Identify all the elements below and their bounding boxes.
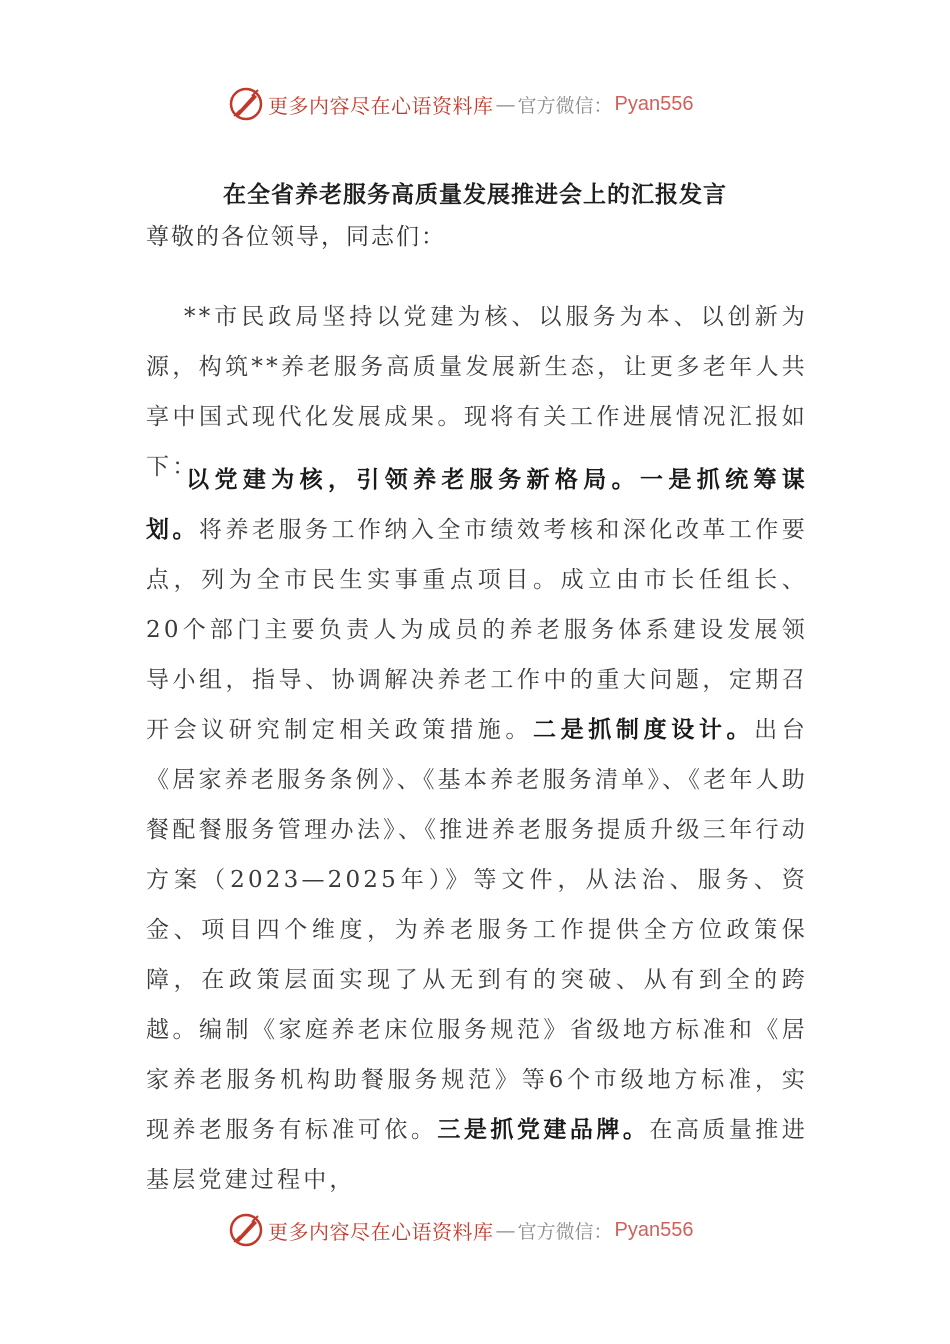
intro-text: **市民政局坚持以党建为核、以服务为本、以创新为源，构筑**养老服务高质量发展新生态，让更多老年人共享中国式现代化发展成果。现将有关工作进展情况汇报如下： [146, 304, 808, 480]
watermark-banner-bottom [228, 1210, 693, 1250]
section-1-paragraph [146, 455, 808, 1205]
watermark-separator: — [495, 1218, 516, 1242]
point-3-heading: 三是抓党建品牌。 [437, 1116, 650, 1143]
point-2-text: 出台《居家养老服务条例》、《基本养老服务清单》、《老年人助餐配餐服务管理办法》、《推进养老服务提质升级三年行动方案（2023—2025年）》等文件，从法治、服务、资金、项目四个维度，为养老服务工作提供全方位政策保障，在政策层面实现了从无到有的突破、从有到全的跨越。编制《家庭养老床位服务规范》省级地方标准和《居家养老服务机构助餐服务规范》等6个市级地方标准，实现养老服务有标准可依。 [146, 717, 808, 1143]
point-1-heading: 一是抓统筹谋划。 [146, 466, 809, 543]
point-1-text: 将养老服务工作纳入全市绩效考核和深化改革工作要点，列为全市民生实事重点项目。成立由市长任组长、20个部门主要负责人为成员的养老服务体系建设发展领导小组，指导、协调解决养老工作中的重大问题，定期召开会议研究制定相关政策措施。 [146, 517, 808, 743]
watermark-separator: — [495, 92, 516, 116]
watermark-wechat-label: 官方微信： [517, 1220, 613, 1243]
document-title: 在全省养老服务高质量发展推进会上的汇报发言 [223, 181, 727, 208]
watermark-wechat-id: Pyan556 [614, 1218, 694, 1241]
point-2-heading: 二是抓制度设计。 [533, 716, 755, 743]
watermark-wechat-id: Pyan556 [614, 92, 694, 115]
watermark-text: 更多内容尽在心语资料库 [268, 1219, 494, 1244]
watermark-text: 更多内容尽在心语资料库 [268, 93, 494, 118]
quill-logo-icon [228, 86, 264, 122]
watermark-banner-top [228, 84, 693, 124]
quill-logo-icon [228, 1212, 264, 1248]
point-3-text: 在高质量推进基层党建过程中， [146, 1117, 808, 1193]
greeting: 尊敬的各位领导，同志们： [146, 224, 446, 250]
watermark-wechat-label: 官方微信： [517, 94, 613, 117]
section-1-heading: 以党建为核，引领养老服务新格局。 [184, 466, 640, 493]
